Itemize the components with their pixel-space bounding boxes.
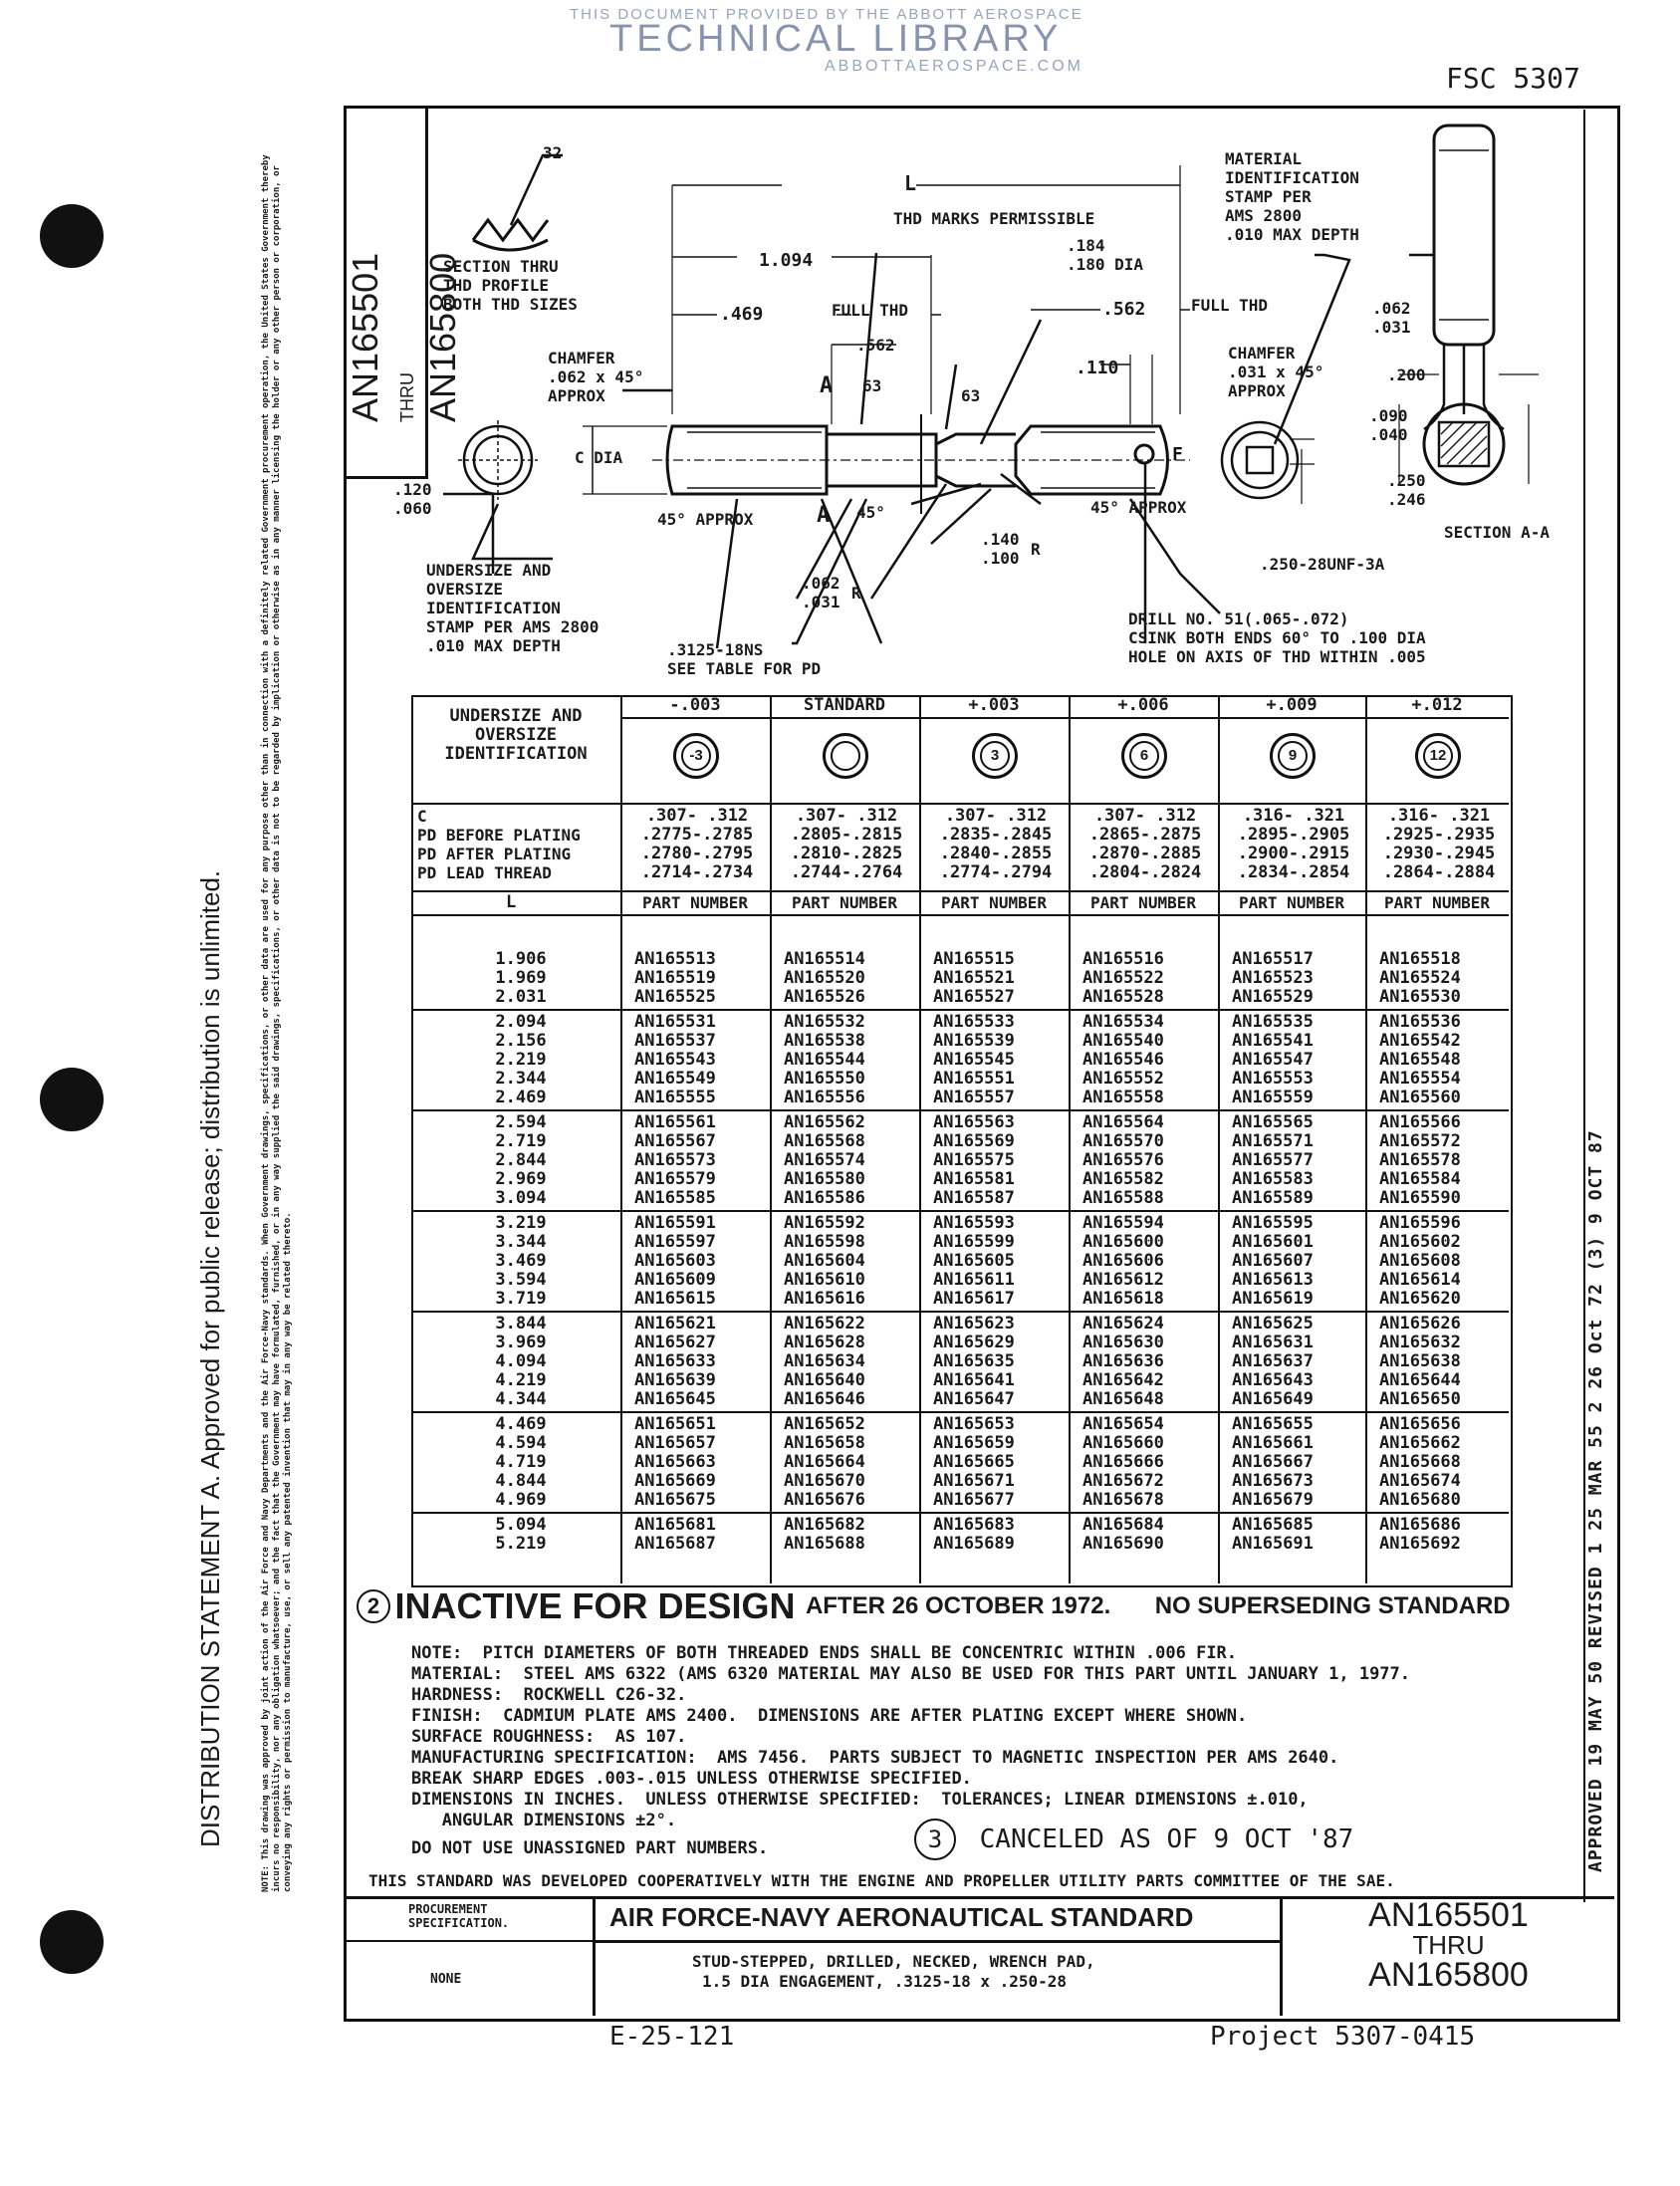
table-part-numbers: AN165596 AN165602 AN165608 AN165614 AN165620 xyxy=(1379,1213,1461,1309)
table-l-values: 2.094 2.156 2.219 2.344 2.469 xyxy=(495,1012,547,1107)
table-l-values: 1.906 1.969 2.031 xyxy=(495,949,547,1007)
table-grid xyxy=(411,695,1509,1583)
table-id-symbol xyxy=(1270,733,1316,779)
desc-line2: 1.5 DIA ENGAGEMENT, .3125-18 x .250-28 xyxy=(702,1972,1068,1991)
library-site: ABBOTTAEROSPACE.COM xyxy=(825,58,1083,75)
table-part-numbers: AN165624 AN165630 AN165636 AN165642 AN165648 xyxy=(1082,1314,1164,1409)
none-label: NONE xyxy=(430,1972,462,1987)
table-id-symbol-inner: 3 xyxy=(980,741,1010,771)
table-row-labels: C PD BEFORE PLATING PD AFTER PLATING PD LEAD THREAD xyxy=(417,807,581,882)
title-block-hline-left xyxy=(344,1940,593,1942)
table-part-numbers: AN165654 AN165660 AN165666 AN165672 AN165678 xyxy=(1082,1414,1164,1510)
table-part-numbers: AN165515 AN165521 AN165527 xyxy=(933,949,1015,1007)
r-062-031: .062 .031 xyxy=(802,574,840,611)
table-part-numbers: AN165517 AN165523 AN165529 xyxy=(1232,949,1314,1007)
canceled-text: CANCELED AS OF 9 OCT '87 xyxy=(979,1824,1354,1854)
table-id-symbol-inner: 12 xyxy=(1423,741,1453,771)
canceled-statement xyxy=(914,1819,1353,1860)
table-part-numbers: AN165514 AN165520 AN165526 xyxy=(784,949,865,1007)
section-aa-label: SECTION A-A xyxy=(1444,523,1550,542)
table-part-numbers: AN165516 AN165522 AN165528 xyxy=(1082,949,1164,1007)
footer-code: E-25-121 xyxy=(609,2022,735,2052)
table-part-numbers: AN165594 AN165600 AN165606 AN165612 AN165618 xyxy=(1082,1213,1164,1309)
table-tol-header: +.009 xyxy=(1266,695,1318,715)
table-tol-header: STANDARD xyxy=(804,695,885,715)
table-part-numbers: AN165653 AN165659 AN165665 AN165671 AN165677 xyxy=(933,1414,1015,1510)
table-part-numbers: AN165682 AN165688 xyxy=(784,1515,865,1554)
table-part-numbers: AN165625 AN165631 AN165637 AN165643 AN165649 xyxy=(1232,1314,1314,1409)
title-block-hline xyxy=(596,1940,1280,1943)
procurement-label: PROCUREMENT SPECIFICATION. xyxy=(408,1902,510,1930)
table-row-line xyxy=(411,803,1509,805)
r-label-1: R xyxy=(1031,540,1041,559)
table-group-line xyxy=(411,1311,1509,1313)
table-dim-values: .307- .312 .2865-.2875 .2870-.2885 .2804-.2824 xyxy=(1088,806,1202,882)
table-id-symbol xyxy=(673,733,719,779)
unassigned-note: DO NOT USE UNASSIGNED PART NUMBERS. xyxy=(411,1838,769,1858)
table-part-numbers: AN165686 AN165692 xyxy=(1379,1515,1461,1554)
c-dia-label: C DIA xyxy=(575,448,623,467)
sae-note: THIS STANDARD WAS DEVELOPED COOPERATIVELY WITH THE ENGINE AND PROPELLER UTILITY PARTS COMMITTEE OF THE SAE. xyxy=(368,1871,1395,1890)
section-a-left: A xyxy=(820,373,834,398)
material-stamp: MATERIAL IDENTIFICATION STAMP PER AMS 2800 .010 MAX DEPTH xyxy=(1225,149,1359,244)
table-part-number-header: PART NUMBER xyxy=(642,893,748,912)
punch-hole-top xyxy=(40,204,104,268)
table-part-numbers: AN165565 AN165571 AN165577 AN165583 AN165589 xyxy=(1232,1112,1314,1208)
table-row-line xyxy=(411,914,1509,916)
table-group-line xyxy=(411,1411,1509,1413)
table-part-numbers: AN165562 AN165568 AN165574 AN165580 AN165586 xyxy=(784,1112,865,1208)
inactive-big: INACTIVE FOR DESIGN xyxy=(394,1585,796,1626)
table-part-number-header: PART NUMBER xyxy=(792,893,897,912)
table-part-numbers: AN165655 AN165661 AN165667 AN165673 AN165679 xyxy=(1232,1414,1314,1510)
table-part-numbers: AN165535 AN165541 AN165547 AN165553 AN165559 xyxy=(1232,1012,1314,1107)
table-part-numbers: AN165591 AN165597 AN165603 AN165609 AN165615 xyxy=(634,1213,716,1309)
table-col-line xyxy=(620,695,622,1583)
inactive-statement xyxy=(357,1585,1511,1627)
r-140-100: .140 .100 xyxy=(981,530,1020,568)
flat-label: F xyxy=(1172,444,1183,465)
table-part-numbers: AN165566 AN165572 AN165578 AN165584 AN165590 xyxy=(1379,1112,1461,1208)
roughness-63b: 63 xyxy=(961,386,981,405)
dim-110: .110 xyxy=(1076,358,1119,378)
table-id-symbol xyxy=(1415,733,1461,779)
table-col-line xyxy=(1069,695,1071,1583)
standard-number xyxy=(1283,1898,1614,1992)
full-thd-right: FULL THD xyxy=(1191,296,1269,315)
thd-marks-label: THD MARKS PERMISSIBLE xyxy=(893,209,1095,228)
table-part-numbers: AN165564 AN165570 AN165576 AN165582 AN165588 xyxy=(1082,1112,1164,1208)
library-title: TECHNICAL LIBRARY xyxy=(609,18,1063,60)
dim-250-246: .250 .246 xyxy=(1387,471,1426,509)
table-l-values: 3.219 3.344 3.469 3.594 3.719 xyxy=(495,1213,547,1309)
table-row-line xyxy=(411,890,1509,892)
table-part-numbers: AN165623 AN165629 AN165635 AN165641 AN165647 xyxy=(933,1314,1015,1409)
table-part-numbers: AN165683 AN165689 xyxy=(933,1515,1015,1554)
distribution-statement: DISTRIBUTION STATEMENT A. Approved for public release; distribution is unlimited. xyxy=(195,869,225,1847)
r-062-031-right: .062 .031 xyxy=(1372,299,1411,337)
table-group-line xyxy=(411,1512,1509,1514)
table-id-symbol-inner: -3 xyxy=(681,741,711,771)
table-id-symbol xyxy=(1121,733,1167,779)
table-part-numbers: AN165684 AN165690 xyxy=(1082,1515,1164,1554)
table-part-numbers: AN165593 AN165599 AN165605 AN165611 AN165617 xyxy=(933,1213,1015,1309)
chamfer-right: CHAMFER .031 x 45° APPROX xyxy=(1228,344,1324,400)
standard-title: AIR FORCE-NAVY AERONAUTICAL STANDARD xyxy=(609,1902,1194,1932)
table-part-numbers: AN165531 AN165537 AN165543 AN165549 AN165555 xyxy=(634,1012,716,1107)
table-col-line xyxy=(770,695,772,1583)
table-id-symbol-inner: 6 xyxy=(1129,741,1159,771)
rotated-title-line3: AN165800 xyxy=(422,252,463,422)
length-l-label: L xyxy=(904,171,917,195)
inactive-after: AFTER 26 OCTOBER 1972. xyxy=(805,1592,1111,1619)
table-part-numbers: AN165561 AN165567 AN165573 AN165579 AN165585 xyxy=(634,1112,716,1208)
table-part-numbers: AN165595 AN165601 AN165607 AN165613 AN165619 xyxy=(1232,1213,1314,1309)
notes-block: NOTE: PITCH DIAMETERS OF BOTH THREADED ENDS SHALL BE CONCENTRIC WITHIN .006 FIR. MATERIAL: STEEL AMS 6322 (AMS 6320 MATERIAL MAY ALSO BE USED FOR THIS PART UNTIL JANUARY 1, 1977. HARDNESS: ROCKWELL C26-32. FINISH: CADMIUM PLATE AMS 2400. DIMENSIONS ARE AFTER PLATING EXCEPT WHERE SHOWN. SURFACE ROUGHNESS: AS 107. MANUFACTURING SPECIFICATION: AMS 7456. PARTS SUBJECT TO MAGNETIC INSPECTION PER AMS 2640. BREAK SHARP EDGES .003-.015 UNLESS OTHERWISE SPECIFIED. DIMENSIONS IN INCHES. UNLESS OTHERWISE SPECIFIED: TOLERANCES; LINEAR DIMENSIONS ±.010, ANGULAR DIMENSIONS ±2°. xyxy=(411,1643,1411,1830)
table-id-symbol xyxy=(823,733,868,779)
standard-number-2: AN165800 xyxy=(1368,1956,1529,1994)
table-col-line xyxy=(1365,695,1367,1583)
dia-184: .184 xyxy=(1067,236,1105,255)
table-part-numbers: AN165563 AN165569 AN165575 AN165581 AN165587 xyxy=(933,1112,1015,1208)
table-part-numbers: AN165518 AN165524 AN165530 xyxy=(1379,949,1461,1007)
dim-562a: .562 xyxy=(856,336,895,355)
table-part-numbers: AN165685 AN165691 xyxy=(1232,1515,1314,1554)
title-block-div1 xyxy=(593,1896,596,2016)
table-part-numbers: AN165513 AN165519 AN165525 xyxy=(634,949,716,1007)
table-part-numbers: AN165656 AN165662 AN165668 AN165674 AN165680 xyxy=(1379,1414,1461,1510)
dim-120-060: .120 .060 xyxy=(393,480,432,518)
table-col-line xyxy=(919,695,921,1583)
canceled-num: 3 xyxy=(914,1819,956,1860)
table-part-numbers: AN165621 AN165627 AN165633 AN165639 AN165645 xyxy=(634,1314,716,1409)
table-part-number-header: PART NUMBER xyxy=(1239,893,1344,912)
thread-3125: .3125-18NS SEE TABLE FOR PD xyxy=(667,640,822,678)
deg45: 45° xyxy=(856,503,885,522)
table-dim-values: .307- .312 .2835-.2845 .2840-.2855 .2774-.2794 xyxy=(939,806,1053,882)
table-tol-header: +.006 xyxy=(1117,695,1169,715)
full-thd-left: FULL THD xyxy=(832,301,909,320)
rotated-title-line1: AN165501 xyxy=(345,252,385,422)
table-group-line xyxy=(411,1009,1509,1011)
roughness-32: 32 xyxy=(543,143,563,162)
table-part-numbers: AN165652 AN165658 AN165664 AN165670 AN165676 xyxy=(784,1414,865,1510)
rotated-title-line2: THRU xyxy=(397,372,417,422)
inactive-no-super: NO SUPERSEDING STANDARD xyxy=(1154,1592,1511,1619)
table-id-symbol xyxy=(972,733,1018,779)
inactive-num: 2 xyxy=(357,1589,390,1623)
table-part-number-header: PART NUMBER xyxy=(1384,893,1490,912)
provided-by-text: THIS DOCUMENT PROVIDED BY THE ABBOTT AEROSPACE xyxy=(570,6,1083,23)
table-id-symbol-inner xyxy=(831,741,860,771)
table-part-numbers: AN165532 AN165538 AN165544 AN165550 AN165556 xyxy=(784,1012,865,1107)
dim-562b: .562 xyxy=(1102,299,1146,320)
dim-469: .469 xyxy=(720,304,764,325)
table-dim-values: .307- .312 .2775-.2785 .2780-.2795 .2714-.2734 xyxy=(640,806,754,882)
table-tol-header: +.003 xyxy=(968,695,1020,715)
table-row-line xyxy=(620,717,1509,719)
undersize-stamp: UNDERSIZE AND OVERSIZE IDENTIFICATION STAMP PER AMS 2800 .010 MAX DEPTH xyxy=(426,561,600,655)
table-part-numbers: AN165533 AN165539 AN165545 AN165551 AN165557 xyxy=(933,1012,1015,1107)
table-dim-values: .316- .321 .2895-.2905 .2900-.2915 .2834-.2854 xyxy=(1237,806,1350,882)
dim-1094: 1.094 xyxy=(759,250,814,271)
table-part-numbers: AN165536 AN165542 AN165548 AN165554 AN165560 xyxy=(1379,1012,1461,1107)
standard-number-1: AN165501 xyxy=(1368,1896,1529,1934)
table-dim-values: .307- .312 .2805-.2815 .2810-.2825 .2744-.2764 xyxy=(790,806,903,882)
approx45-left: 45° APPROX xyxy=(657,510,754,529)
fsc-code: FSC 5307 xyxy=(1446,62,1580,95)
table-group-line xyxy=(411,1210,1509,1212)
table-l-values: 5.094 5.219 xyxy=(495,1515,547,1554)
dia-180: .180 DIA xyxy=(1067,255,1144,274)
thread-250: .250-28UNF-3A xyxy=(1260,555,1385,574)
section-thru-label: SECTION THRU THD PROFILE BOTH THD SIZES xyxy=(443,257,578,314)
table-tol-header: +.012 xyxy=(1411,695,1463,715)
approx45-right: 45° APPROX xyxy=(1090,498,1187,517)
table-id-symbol-inner: 9 xyxy=(1278,741,1308,771)
table-part-numbers: AN165534 AN165540 AN165546 AN165552 AN165558 xyxy=(1082,1012,1164,1107)
table-part-numbers: AN165681 AN165687 xyxy=(634,1515,716,1554)
margin-note: NOTE: This drawing was approved by joint action of the Air Force and Navy Departments and the Air Force-Navy standards. When Government drawings, specifications, or other data are used for any purpose other than in connection with a definitely related Government procurement operation, the United States Government thereby incurs no responsibility, nor any obligation whatsoever; and the fact that the Government may have formulated, furnished, or in any way supplied the said drawings, specifications, or other data is not to be regarded by implication or otherwise as in any manner licensing the holder or any other person or corporation, or conveying any rights or permission to manufacture, use, or sell any patented invention that may in any way be related thereto. xyxy=(261,154,293,1892)
dim-090-040: .090 .040 xyxy=(1369,406,1408,444)
revision-history: APPROVED 19 MAY 50 REVISED 1 25 MAR 55 2 26 Oct 72 (3) 9 OCT 87 xyxy=(1585,1129,1606,1872)
table-col-line xyxy=(1218,695,1220,1583)
section-a-mid: A xyxy=(817,503,831,528)
table-part-number-header: PART NUMBER xyxy=(941,893,1047,912)
table-part-numbers: AN165592 AN165598 AN165604 AN165610 AN165616 xyxy=(784,1213,865,1309)
punch-hole-bottom xyxy=(40,1910,104,1974)
desc-line1: STUD-STEPPED, DRILLED, NECKED, WRENCH PAD, xyxy=(692,1952,1095,1971)
table-part-numbers: AN165651 AN165657 AN165663 AN165669 AN165675 xyxy=(634,1414,716,1510)
table-part-number-header: PART NUMBER xyxy=(1090,893,1196,912)
table-l-label: L xyxy=(506,892,517,912)
table-l-values: 2.594 2.719 2.844 2.969 3.094 xyxy=(495,1112,547,1208)
roughness-63a: 63 xyxy=(862,376,882,395)
punch-hole-middle xyxy=(40,1068,104,1131)
table-l-values: 4.469 4.594 4.719 4.844 4.969 xyxy=(495,1414,547,1510)
table-part-numbers: AN165626 AN165632 AN165638 AN165644 AN165650 xyxy=(1379,1314,1461,1409)
dim-200: .200 xyxy=(1387,365,1426,384)
table-group-line xyxy=(411,1109,1509,1111)
footer-project: Project 5307-0415 xyxy=(1210,2022,1476,2052)
drill-note: DRILL NO. 51(.065-.072) CSINK BOTH ENDS 60° TO .100 DIA HOLE ON AXIS OF THD WITHIN .005 xyxy=(1128,609,1426,666)
standard-number-thru: THRU xyxy=(1412,1930,1485,1960)
chamfer-left: CHAMFER .062 x 45° APPROX xyxy=(548,349,644,405)
table-part-numbers: AN165622 AN165628 AN165634 AN165640 AN165646 xyxy=(784,1314,865,1409)
table-id-header: UNDERSIZE AND OVERSIZE IDENTIFICATION xyxy=(444,706,588,764)
table-tol-header: -.003 xyxy=(669,695,721,715)
table-dim-values: .316- .321 .2925-.2935 .2930-.2945 .2864-.2884 xyxy=(1382,806,1496,882)
r-label-2: R xyxy=(851,584,861,603)
table-l-values: 3.844 3.969 4.094 4.219 4.344 xyxy=(495,1314,547,1409)
